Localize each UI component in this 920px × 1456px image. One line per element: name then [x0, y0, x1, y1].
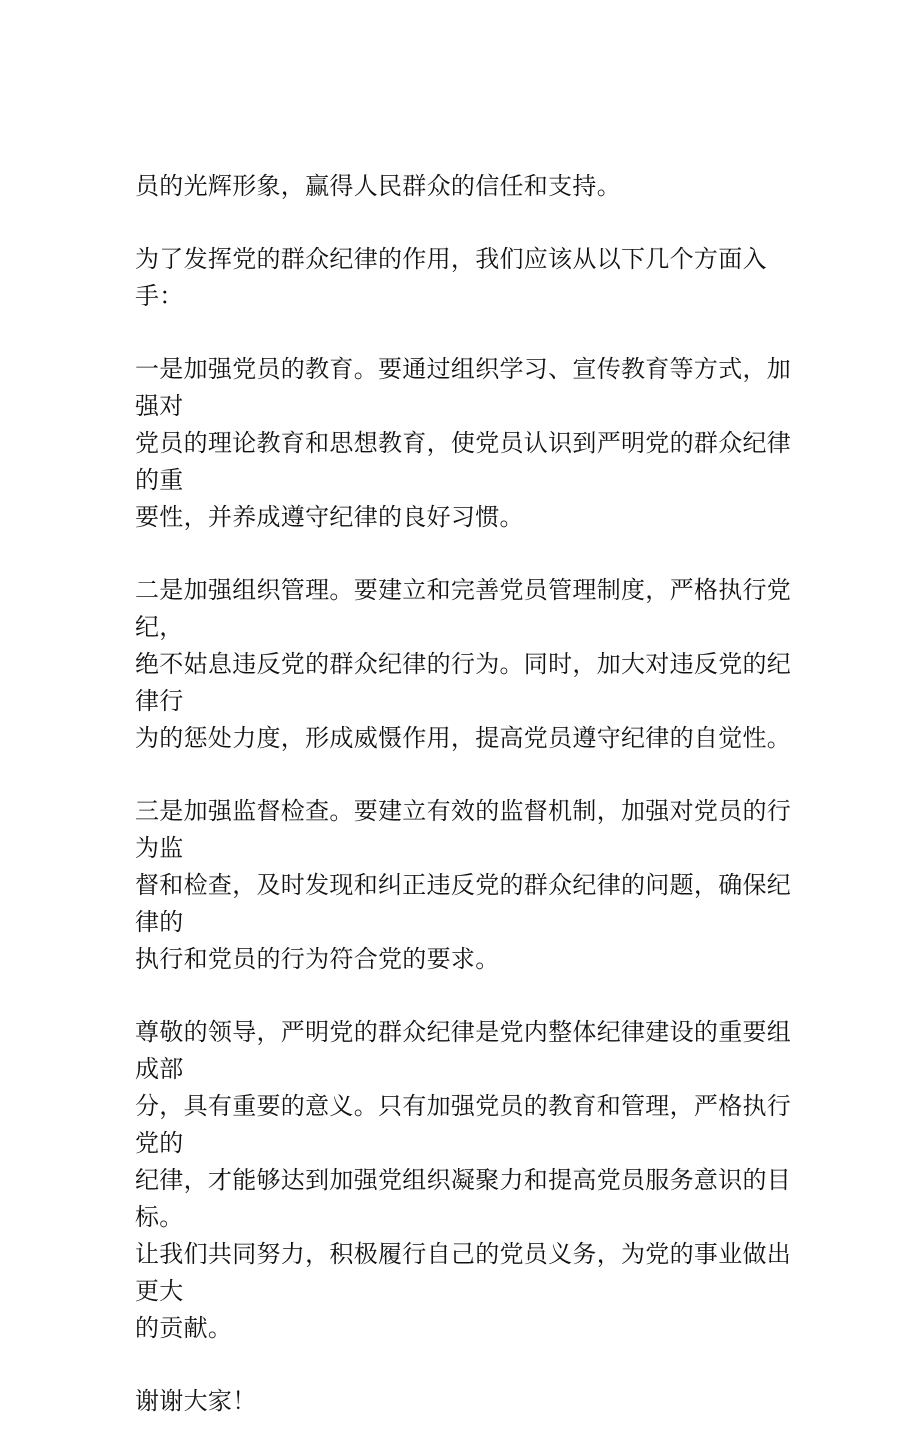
- paragraph-continuation: 员的光辉形象，赢得人民群众的信任和支持。: [135, 172, 621, 200]
- paragraph-point-three: 三是加强监督检查。要建立有效的监督机制，加强对党员的行为监 督和检查，及时发现和纠正违反党的群众纪律的问题，确保纪律的 执行和党员的行为符合党的要求。: [135, 797, 792, 973]
- paragraph-point-one: 一是加强党员的教育。要通过组织学习、宣传教育等方式，加强对 党员的理论教育和思想教育，使党员认识到严明党的群众纪律的重 要性，并养成遵守纪律的良好习惯。: [135, 355, 792, 531]
- paragraph-conclusion: 尊敬的领导，严明党的群众纪律是党内整体纪律建设的重要组成部 分，具有重要的意义。只有加强党员的教育和管理，严格执行党的 纪律，才能够达到加强党组织凝聚力和提高党员服务意识的目标。 让我们共同努力，积极履行自己的党员义务，为党的事业做出更大 的贡献。: [135, 1018, 792, 1342]
- paragraph-intro: 为了发挥党的群众纪律的作用，我们应该从以下几个方面入手：: [135, 245, 767, 310]
- paragraph-point-two: 二是加强组织管理。要建立和完善党员管理制度，严格执行党纪， 绝不姑息违反党的群众纪律的行为。同时，加大对违反党的纪律行 为的惩处力度，形成威慑作用，提高党员遵守纪律的自觉性。: [135, 576, 792, 752]
- paragraph-closing: 谢谢大家！: [135, 1387, 257, 1415]
- document-body: [135, 168, 800, 1456]
